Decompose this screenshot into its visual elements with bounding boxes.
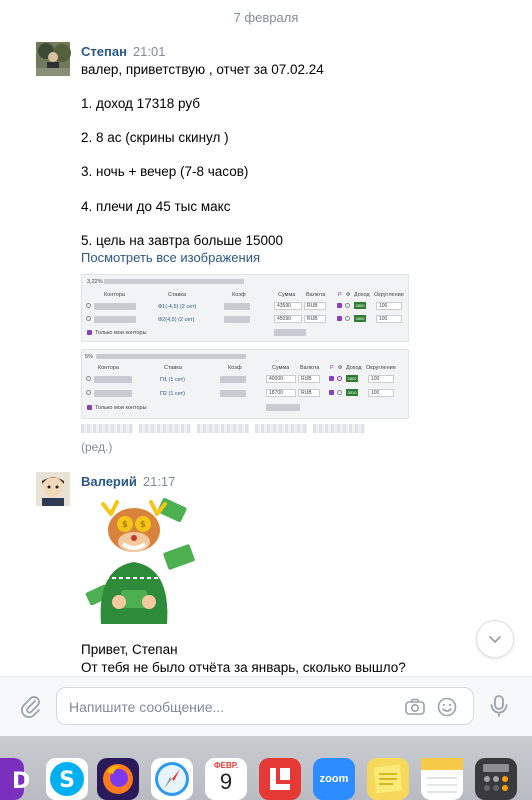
message-time[interactable]: 21:17 [142, 474, 176, 489]
dock-stickies-icon[interactable] [367, 758, 409, 800]
image-thumbnail-strip[interactable] [81, 424, 365, 434]
date-separator: 7 февраля [233, 10, 299, 25]
message-valeriy [36, 472, 516, 676]
avatar-valeriy[interactable] [36, 472, 70, 506]
edited-mark: (ред.) [81, 440, 113, 454]
chevron-down-icon [487, 631, 503, 647]
screenshot-percent: 5% [85, 354, 93, 360]
message-composer [0, 676, 532, 736]
camera-icon[interactable] [404, 696, 426, 718]
message-header [81, 474, 175, 489]
calendar-month: ФЕВР. [213, 761, 239, 770]
dock-zoom-icon[interactable]: zoom [313, 758, 355, 800]
dock-safari-icon[interactable] [151, 758, 193, 800]
message-text: 3. ночь + вечер (7-8 часов) [81, 164, 249, 179]
attached-screenshot-1[interactable]: 3,22% Контора Ставка Коэф Сумма Валюта Р Ф Доход Округление Ф1(-4,5) (2 сет) 43590 RUB 2800 100 Ф2(4,5) (2 сет) 45090 RUB 2800 100 Только мои конторы [81, 274, 409, 342]
sticker-deer-money[interactable] [81, 498, 211, 626]
message-input[interactable] [69, 697, 389, 717]
view-all-images-link[interactable]: Посмотреть все изображения [81, 250, 260, 265]
calendar-day: 9 [219, 769, 233, 794]
author-name[interactable]: Валерий [81, 474, 137, 489]
message-time[interactable]: 21:01 [132, 44, 166, 59]
screenshot-percent: 3,22% [87, 279, 103, 285]
emoji-icon[interactable] [436, 696, 458, 718]
scroll-to-bottom-button[interactable] [476, 620, 514, 658]
dock-calendar-icon[interactable] [205, 758, 247, 800]
dock-skype-icon[interactable] [46, 758, 88, 800]
message-text: Привет, Степан [81, 642, 178, 657]
attached-screenshot-2[interactable]: 5% Контора Ставка Коэф Сумма Валюта Р Ф Доход Округление П1 (1 сет) 40000 RUB 2800 100 П2 (1 сет) 18700 RUB 3010 100 Только мои конторы [81, 349, 409, 419]
svg-text:$: $ [122, 520, 128, 530]
message-text: 5. цель на завтра больше 15000 [81, 233, 284, 248]
svg-text:S: S [59, 768, 75, 793]
dock-calculator-icon[interactable] [475, 758, 517, 800]
microphone-icon[interactable] [486, 693, 512, 719]
author-name[interactable]: Степан [81, 44, 127, 59]
attach-icon[interactable] [18, 693, 44, 719]
message-text: 4. плечи до 45 тыс макс [81, 199, 231, 214]
message-stepan [36, 42, 516, 462]
message-text: От тебя не было отчёта за январь, сколько вышло? [81, 660, 406, 675]
avatar-stepan[interactable] [36, 42, 70, 76]
message-text: валер, приветствую , отчет за 07.02.24 [81, 62, 324, 77]
message-text: 2. 8 ас (скрины скинул ) [81, 130, 229, 145]
message-input-wrapper [56, 687, 474, 725]
message-text: 1. доход 17318 руб [81, 96, 200, 111]
svg-text:D: D [12, 769, 31, 794]
dock-firefox-icon[interactable] [97, 758, 139, 800]
message-header [81, 44, 165, 59]
svg-text:$: $ [140, 520, 146, 530]
dock-app-red-icon[interactable] [259, 758, 301, 800]
dock-app-d[interactable] [0, 758, 31, 800]
dock-notes-icon[interactable] [421, 758, 463, 800]
